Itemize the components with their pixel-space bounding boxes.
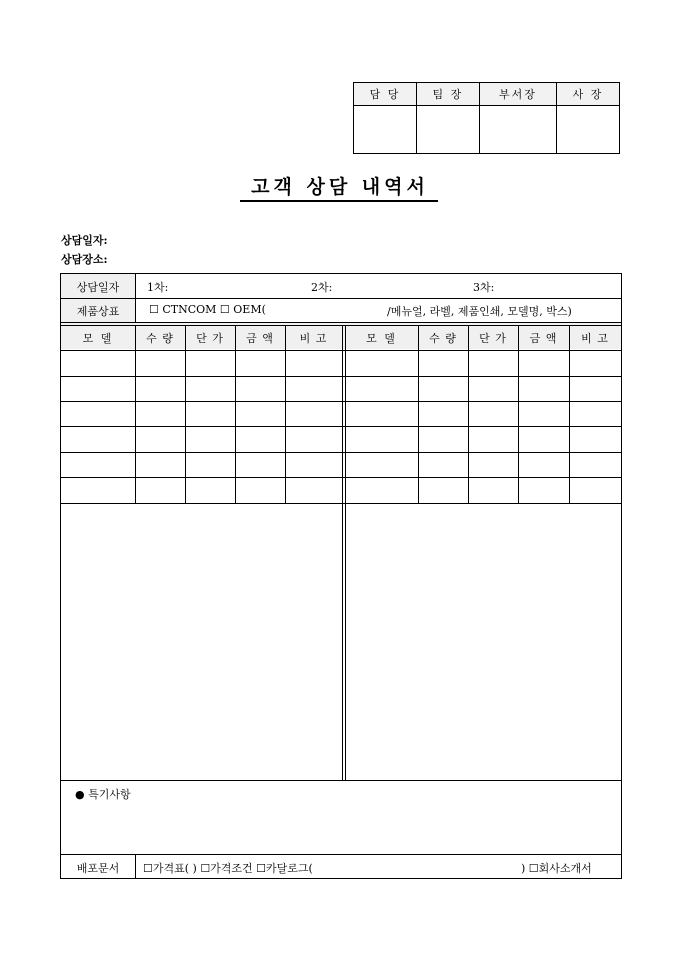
brand-suffix: /메뉴얼, 라벨, 제품인쇄, 모델명, 박스) bbox=[387, 305, 572, 318]
col-divider bbox=[235, 325, 236, 503]
row-divider bbox=[61, 376, 621, 377]
col-model-right: 모 델 bbox=[366, 332, 397, 345]
third-consult[interactable]: 3차: bbox=[473, 281, 495, 294]
col-remark-right: 비 고 bbox=[581, 332, 609, 345]
row-divider bbox=[61, 350, 621, 351]
approval-header-manager: 담 당 bbox=[354, 83, 417, 106]
consult-form bbox=[60, 273, 622, 879]
col-amount-left: 금 액 bbox=[246, 332, 274, 345]
approval-sign-team-lead[interactable] bbox=[416, 106, 479, 154]
col-qty-left: 수 량 bbox=[146, 332, 174, 345]
approval-sign-dept-head[interactable] bbox=[479, 106, 556, 154]
col-divider bbox=[518, 325, 519, 503]
row-divider bbox=[61, 780, 621, 781]
approval-header-dept-head: 부서장 bbox=[479, 83, 556, 106]
approval-header-team-lead: 팀 장 bbox=[416, 83, 479, 106]
brand-row-label: 제품상표 bbox=[76, 305, 120, 318]
col-divider bbox=[468, 325, 469, 503]
col-divider bbox=[135, 854, 136, 878]
col-divider bbox=[185, 325, 186, 503]
col-divider bbox=[418, 325, 419, 503]
approval-header-president: 사 장 bbox=[557, 83, 620, 106]
brand-options[interactable]: ☐ CTNCOM ☐ OEM( bbox=[149, 303, 266, 316]
approval-sign-president[interactable] bbox=[557, 106, 620, 154]
row-divider bbox=[61, 401, 621, 402]
col-divider bbox=[135, 325, 136, 503]
row-divider bbox=[61, 452, 621, 453]
col-amount-right: 금 액 bbox=[529, 332, 558, 345]
row-divider bbox=[61, 426, 621, 427]
col-remark-left: 비 고 bbox=[299, 332, 328, 345]
col-price-right: 단 가 bbox=[479, 332, 507, 345]
consult-date-label: 상담일자: bbox=[61, 234, 108, 247]
dist-items[interactable]: ☐가격표( ) ☐가격조건 ☐카달로그( bbox=[143, 862, 313, 875]
center-divider bbox=[342, 325, 343, 780]
col-qty-right: 수 량 bbox=[429, 332, 457, 345]
col-divider bbox=[569, 325, 570, 503]
approval-box bbox=[353, 82, 620, 154]
dist-end[interactable]: ) ☐회사소개서 bbox=[521, 862, 592, 875]
document-title: 고객 상담 내역서 bbox=[251, 176, 429, 198]
approval-sign-manager[interactable] bbox=[354, 106, 417, 154]
row-divider bbox=[61, 477, 621, 478]
row-divider bbox=[61, 322, 621, 323]
row-divider bbox=[61, 298, 621, 299]
row-divider bbox=[61, 854, 621, 855]
col-price-left: 단 가 bbox=[196, 332, 224, 345]
date-row-label: 상담일자 bbox=[76, 281, 120, 294]
row-divider-double bbox=[61, 325, 621, 326]
col-model-left: 모 델 bbox=[82, 332, 114, 345]
row-divider bbox=[61, 503, 621, 504]
notes-label: ● 특기사항 bbox=[75, 788, 131, 801]
center-divider bbox=[345, 325, 346, 780]
title-underline bbox=[240, 200, 438, 202]
first-consult[interactable]: 1차: bbox=[147, 281, 169, 294]
second-consult[interactable]: 2차: bbox=[311, 281, 333, 294]
dist-row-label: 배포문서 bbox=[76, 862, 120, 875]
col-divider bbox=[135, 274, 136, 322]
col-divider bbox=[285, 325, 286, 503]
consult-place-label: 상담장소: bbox=[61, 253, 108, 266]
